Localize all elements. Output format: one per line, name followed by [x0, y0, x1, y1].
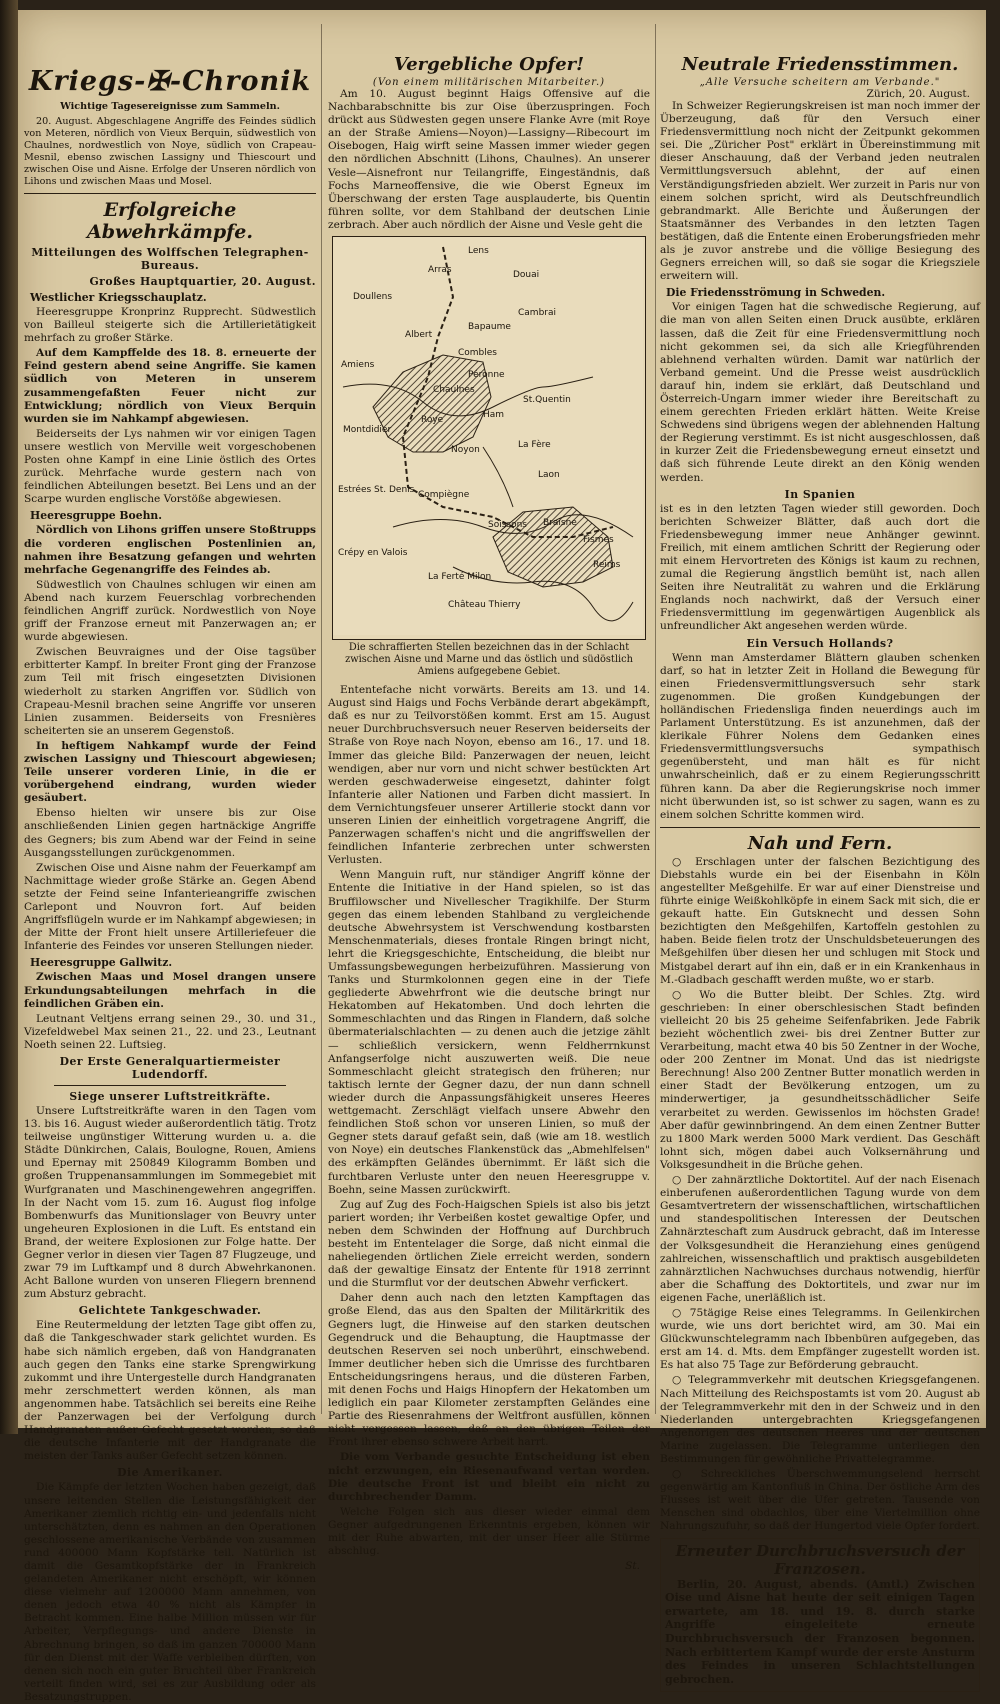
map-label: Fismes — [583, 535, 614, 546]
map-label: Lens — [468, 246, 489, 257]
paragraph: In heftigem Nahkampf wurde der Feind zwischen Lassigny und Thiescourt abgewiesen; Teile unserer vorderen Linie, in die er vorübergehend eindrang, wurden wieder gesäubert. — [24, 739, 316, 805]
map-label: La Fère — [518, 440, 551, 451]
hq-dateline: Großes Hauptquartier, 20. August. — [89, 275, 316, 288]
news-item: ○ Schreckliches Überschwemmungselend herrscht gegenwärtig am Kantonfluß in China. Der östliche Arm des Flusses ist weit über die Ufer getreten. Tausende von Menschen sind obdachlos, über eine Viertelmillion ohne Nahrungszufuhr, so daß der Hungertod viele Opfer fordert. — [660, 1468, 980, 1533]
masthead-title: Kriegs-✠-Chronik — [28, 66, 312, 97]
column-middle — [328, 10, 650, 1573]
map-label: Reims — [593, 560, 621, 571]
paragraph: Zwischen Oise und Aisne nahm der Feuerkampf am Nachmittage wieder große Stärke an. Gegen Abend setzte der Feind seine Infanterieangriffe zwischen Carlepont und Nouvron fort. Auf beiden Angriffsflügeln wurde er im Nahkampf abgewiesen; in der Mitte der Front hielt unsere Artilleriefeuer die Infanterie des Feindes vor unseren Stellungen nieder. — [24, 861, 316, 953]
section-holland: Ein Versuch Hollands? — [746, 636, 894, 650]
section-siege: Siege unserer Luftstreitkräfte. — [69, 1089, 271, 1103]
divider — [54, 1085, 286, 1086]
binding-edge — [0, 0, 18, 1434]
article-heading: Neutrale Friedensstimmen. — [681, 54, 959, 75]
newspaper-page — [18, 10, 986, 1703]
paragraph: Heeresgruppe Kronprinz Rupprecht. Südwestlich von Bailleul steigerte sich die Artillerietätigkeit mehrfach zu großer Stärke. — [24, 306, 316, 345]
paragraph: Wenn Manguin ruft, nur ständiger Angriff könne der Entente die Initiative in der Hand spielen, so ist das Bruffilowscher und Nivellescher Tragikhilfe. Der Sturm gegen das einem lebenden Stahlband zu vergleichende deutsche Abwehrsystem ist Verschwendung kostbarsten Menschenmaterials, dieses frontale Ringen bringt nicht, lehrt die Kriegsgeschichte, Entscheidung, die bleibt nur Umfassungsbewegungen herbeizuführen. Massierung von Tanks und Sturmkolonnen gegen eine in der Tiefe gegliederte Abwehrfront wie die deutsche bringt nur Hekatomben auf Hekatomben. Und doch lehrten die Sommeschlachten und das Ringen in Flandern, daß solche übermaterialschlachten — zu denen auch die jetzige zählt — schließlich versickern, wenn Feldherrnkunst Anfangserfolge nicht auszuwerten weiß. Die neue Sommeschlacht gleicht strategisch den früheren; nur taktisch lernte der Gegner dazu, der nun dann schnell wieder durch die Anpassungsfähigkeit unseres Heeres wettgemacht. Zerschlägt vielfach unsere Abwehr den feindlichen Stoß schon vor unseren Linien, so muß der Gegner stets darauf gefaßt sein, daß (wie am 18. westlich von Noye) ein deutsches Flankenstück das „Abmehlfelsen" des erkämpften Geländes übernimmt. Er läßt sich die furchtbaren Verluste unter den neuen Heeresgruppe v. Boehn, seine Massen zurückwirft. — [328, 869, 650, 1196]
chronicle-entry: 20. August. Abgeschlagene Angriffe des Feindes südlich von Meteren, nördlich von Vieux Berquin, südwestlich von Chaulnes, nordwestlich von Noye, südlich von Crapeau-Mesnil, ebenso zwischen Lassigny und Thiescourt und zwischen Oise und Aisne. Erfolge der Unseren nördlich von Lihons und zwischen Maas und Mosel. — [24, 116, 316, 187]
article-heading: Vergebliche Opfer! — [393, 54, 585, 75]
paragraph: Die Kämpfe der letzten Wochen haben gezeigt, daß unsere leitenden Stellen die Leistungsfähigkeit der Amerikaner ziemlich richtig ein- und jedenfalls nicht unterschätzten, denn es nahmen an den Operationen geschlossene amerikanische Verbände von zusammen rund 400000 Mann Kopfstärke teil. Natürlich ist damit die Gesamtkopfstärke der in Frankreich gelandeten Amerikaner nicht erschöpft, wir können diese vielmehr auf 1200000 Mann annehmen, von denen jedoch etwa 40 % nicht als Kämpfer in Betracht kommen. Eine halbe Million müssen wir für Arbeiter, Verpflegungs- und andere Dienste in Abrechnung bringen, so daß im ganzen 700000 Mann für den Dienst mit der Waffe verbleiben dürften, von denen sich noch ein guter Bruchteil über Frankreich verteilt finden wird, sei es zur Ausbildung oder als Besatzungstruppen. — [24, 1481, 316, 1703]
paragraph: Eine Reutermeldung der letzten Tage gibt offen zu, daß die Tankgeschwader stark gelichtet wurden. Es habe sich nämlich ergeben, daß von Handgranaten auch gegen den Tanks eine starke Sprengwirkung zukommt und ihre Untergestelle durch Handgranaten mehr zerschmettert werden können, als man angenommen habe. Tatsächlich sei bereits eine Reihe der Panzerwagen bei der Verfolgung durch Handgranaten außer Gefecht gesetzt worden, so daß die deutsche Infanterie mit der Handgranate die meisten der Tanks außer Gefecht setzen können. — [24, 1319, 316, 1463]
map-svg — [333, 237, 643, 635]
map-label: Chaulnes — [433, 385, 475, 396]
section-heading-nahfern: Nah und Fern. — [747, 832, 893, 854]
section-amerikaner: Die Amerikaner. — [117, 1466, 223, 1480]
paragraph: Vor einigen Tagen hat die schwedische Regierung, auf die man von allen Seiten einen Druck ausübte, erklären lassen, daß die Zeit für eine Friedensvermittlung noch nicht gekommen sei, da sich alle Kriegführenden ablehnend verhalten würden. Damit war natürlich der Verband gemeint. Und die Presse weist ausdrücklich darauf hin, indem sie erklärt, daß Deutschland und Österreich-Ungarn immer wieder ihre Bereitschaft zu einem gerechten Frieden erklärt hätten. Weite Kreise Schwedens sind übrigens wegen der ablehnenden Haltung der Regierung verstimmt. Es ist nicht ausgeschlossen, daß in kurzer Zeit die Friedensbewegung erneut einsetzt und daß sich führende Leute direkt an den König wenden werden. — [660, 301, 980, 484]
paragraph: Zwischen Beuvraignes und der Oise tagsüber erbitterter Kampf. In breiter Front ging der Franzose zum Teil mit frisch eingesetzten Divisionen wiederholt zu starken Angriffen vor. Südlich von Crapeau-Mesnil brachen seine Angriffe vor unseren Linien zusammen. Beiderseits von Fresnières scheiterten sie an unserem Gegenstoß. — [24, 646, 316, 737]
map-label: Combles — [458, 348, 497, 359]
paragraph: Südwestlich von Chaulnes schlugen wir einen am Abend nach kurzem Feuerschlag vorbrechenden feindlichen Angriff zurück. Nordwestlich von Noye griff der Franzose erneut mit Panzerwagen an; er wurde abgewiesen. — [24, 578, 316, 644]
map-label: Braisne — [543, 518, 577, 529]
paragraph: Unsere Luftstreitkräfte waren in den Tagen vom 13. bis 16. August wieder außerordentlich tätig. Trotz teilweise ungünstiger Witterung wurden u. a. die Städte Dünkirchen, Calais, Boulogne, Rouen, Amiens und Epernay mit 250849 Kilogramm Bomben und großen Truppenansammlungen im Sommegebiet mit Wurfgranaten und Maschinengewehren angegriffen. In der Nacht vom 15. zum 16. August flog infolge Bombenwurfs das Munitionslager von Beuvry unter ungeheuren Explosionen in die Luft. Es entstand ein Brand, der weitere Explosionen zur Folge hatte. Der Gegner verlor in diesen vier Tagen 87 Flugzeuge, und zwar 79 im Luftkampf und 8 durch Abwehrkanonen. Acht Ballone wurden von unseren Fliegern brennend zum Absturz gebracht. — [24, 1104, 316, 1301]
map-label: Bapaume — [468, 322, 511, 333]
section-sweden: Die Friedensströmung in Schweden. — [666, 286, 886, 300]
divider — [24, 193, 316, 194]
map-label: Péronne — [468, 370, 505, 381]
map-label: Château Thierry — [448, 600, 521, 611]
paragraph: Ententefache nicht vorwärts. Bereits am 13. und 14. August sind Haigs und Fochs Verbände derart abgekämpft, daß es nur zu Teilvorstößen kommt. Erst am 15. August neuer Durchbruchsversuch neuer Reserven beiderseits der Straße von Roye nach Noyon, ebenso am 16., 17. und 18. Immer das gleiche Bild: Panzerwagen der neuen, leicht wendigen, aber nur vorn und nicht schwer bestückten Art werden geschwaderweise eingesetzt, dahinter folgt Infanterie aller Nationen und Farben dicht massiert. In dem Vernichtungsfeuer unserer Artillerie stockt dann vor unseren Linien der einheitlich vorgetragene Angriff, die Panzerwagen schaffen's nicht und die angriffswellen der feindlichen Infanterie zerbrechen unter schwersten Verlusten. — [328, 684, 650, 867]
news-item: ○ Der zahnärztliche Doktortitel. Auf der nach Eisenach einberufenen außerordentlichen Tagung wurde von dem Gesamtvertretern der wissenschaftlichen, wirtschaftlichen und standespolitischen Interessen der Deutschen Zahnärzteschaft zum Ausdruck gebracht, daß im Interesse der Volksgesundheit die Heranziehung eines genügend zahlreichen, wissenschaftlich und praktisch ausgebildeten zahnärztlichen Nachwuchses durchaus notwendig, hierfür aber die Schaffung des Doktortitels, und zwar nur im eigenen Fache, unerläßlich ist. — [660, 1174, 980, 1304]
map-label: Roye — [421, 415, 444, 426]
map-caption: Die schraffierten Stellen bezeichnen das in der Schlacht zwischen Aisne und Marne und das östlich und südöstlich Amiens aufgegebene Gebiet. — [345, 642, 633, 678]
paragraph: Daher denn auch nach den letzten Kampftagen das große Elend, das aus den Spalten der Militärkritik des Gegners lugt, die Hinweise auf den starken deutschen Gegendruck und die Behauptung, die Hauptmasse der deutschen Reserven sei noch unberührt, einschwebend. Immer deutlicher heben sich die Umrisse des furchtbaren Entscheidungsringens heraus, und die düsteren Farben, mit denen Fochs und Haigs Hinopfern der Hekatomben um lediglich ein paar Kilometer zerstampften Geländes eine Partie des Riesenrahmens der Weltfront ausfüllen, können nicht vergessen lassen, daß an den übrigen Teilen der Front ihrer ebenso schwere Arbeit harrt. — [328, 1292, 650, 1449]
column-right — [660, 10, 980, 1686]
box-text: Berlin, 20. August, abends. (Amtl.) Zwischen Oise und Aisne hat heute der seit einigen Tagen erwartete, am 18. und 19. 8. durch starke Angriffe eingeleitete erneute Durchbruchsversuch der Franzosen begonnen. Nach erbittertem Kampf wurde der erste Ansturm des Feindes in unseren Schlachtstellungen gebrochen. — [665, 1577, 975, 1686]
map-label: Douai — [513, 270, 540, 281]
paragraph: Zwischen Maas und Mosel drangen unsere Erkundungsabteilungen mehrfach in die feindlichen Gräben ein. — [24, 971, 316, 1010]
map-label: La Ferté Milon — [428, 572, 492, 583]
map-label: Ham — [483, 410, 505, 421]
dateline: Zürich, 20. August. — [866, 88, 970, 100]
paragraph: ist es in den letzten Tagen wieder still geworden. Doch berichten Schweizer Blätter, daß auch dort die Friedensbewegung immer neue Anhänger gewinnt. Freilich, mit einem amtlichen Schritt der Regierung oder mit einem Hervortreten des Königs ist kaum zu rechnen, zumal die Regierung ängstlich bemüht ist, nach allen Seiten ihre Neutralität zu wahren und die Erklärung Englands noch nachwirkt, daß der Versuch einer Friedensvermittlung im gegenwärtigen Augenblick als unfreundlicher Akt angesehen werden würde. — [660, 502, 980, 633]
section-boehn: Heeresgruppe Boehn. — [30, 509, 163, 523]
map-label: Compiègne — [418, 490, 470, 501]
box-heading: Erneuter Durchbruchsversuch der Franzosen. — [675, 1541, 965, 1578]
article-heading: Erfolgreiche Abwehrkämpfe. — [86, 199, 254, 243]
paragraph: Ebenso hielten wir unsere bis zur Oise anschließenden Linien gegen hartnäckige Angriffe des Gegners; bis zum Abend war der Feind in seine Ausgangsstellungen zurückgenommen. — [24, 807, 316, 859]
paragraph: Auf dem Kampffelde des 18. 8. erneuerte der Feind gestern abend seine Angriffe. Sie kamen südlich von Meteren in unserem zusammengefaßten Feuer nicht zur Entwicklung; nördlich von Vieux Berquin wurden sie im Nahkampf abgewiesen. — [24, 347, 316, 425]
section-west: Westlicher Kriegsschauplatz. — [30, 291, 207, 304]
section-gallwitz: Heeresgruppe Gallwitz. — [30, 956, 173, 970]
column-rule — [321, 24, 322, 1414]
paragraph: Welche Folgen sich aus dieser wieder einmal dem Gegner aufgedrungenen Erkenntnis ergeben, können wir mit der Ruhe abwarten, mit der unser Heer alle Stürme abschlug. — [328, 1505, 650, 1558]
map-label: Albert — [405, 330, 433, 341]
divider — [660, 827, 980, 828]
byline: (Von einem militärischen Mitarbeiter.) — [372, 77, 606, 88]
news-item: ○ Erschlagen unter der falschen Bezichtigung des Diebstahls wurde ein bei der Eisenbahn in Köln angestellter Meßgehilfe. Er war auf einer Dienstreise und führte einige Weißkohlköpfe in einem Sack mit sich, die er gekauft hatte. Ein Gutsknecht und dessen Sohn bezichtigten den Meßgehilfen, Kartoffeln gestohlen zu haben. Beide fielen trotz der Unschuldsbeteuerungen des Meßgehilfen über diesen her und schlugen mit Stock und Mistgabel derart auf ihn ein, daß er in ein Krankenhaus in M.-Gladbach geschafft werden mußte, wo er starb. — [660, 855, 980, 986]
paragraph: Leutnant Veltjens errang seinen 29., 30. und 31., Vizefeldwebel Max seinen 21., 22. und 23., Leutnant Noeth seinen 22. Luftsieg. — [24, 1012, 316, 1051]
wolff-line: Mitteilungen des Wolffschen Telegraphen-Bureaus. — [31, 246, 309, 272]
map-label: Laon — [538, 470, 560, 481]
signature-ludendorff: Der Erste Generalquartiermeister Ludendorff. — [59, 1054, 281, 1081]
map-label: Doullens — [353, 292, 393, 303]
paragraph: Am 10. August beginnt Haigs Offensive auf die Nachbarabschnitte bis zur Oise überzuspringen. Foch drückt aus Südwesten gegen unsere Flanke Avre (mit Roye an der Straße Amiens—Noyon)—Lassigny—Ribecourt im Oisebogen, Haig wirft seine Massen immer wieder gegen den nördlichen Abschnitt (Lihons, Chaulnes). An unserer Vesle—Aisnefront nur Teilangriffe, Eingeständnis, daß Fochs Marneoffensive, die wie Oberst Egneux im Überschwang der ersten Tage ausplauderte, bis Quentin führen sollte, vor dem Stahlband der deutschen Linie zerbrach. Aber auch nördlich der Aisne und Vesle geht die — [328, 88, 650, 231]
paragraph: Zug auf Zug des Foch-Haigschen Spiels ist also bis jetzt pariert worden; ihr Verbeißen kostet gewaltige Opfer, und neben dem Schwinden der Hoffnung auf Durchbruch besteht im Ententelager die Sorge, daß nicht einmal die naheliegenden örtlichen Ziele erreicht werden, sondern daß der gewaltige Einsatz der Entente für 1918 zerrinnt und die Sturmflut vor der deutschen Abwehr verfickert. — [328, 1198, 650, 1290]
news-item: ○ 75tägige Reise eines Telegramms. In Geilenkirchen wurde, wie uns dort berichtet wird, am 30. Mai ein Glückwunschtelegramm nach Ibbenbüren aufgegeben, das erst am 14. d. Mts. dem Empfänger zugestellt worden ist. Es hat also 75 Tage zur Beförderung gebraucht. — [660, 1306, 980, 1372]
column-rule — [655, 24, 656, 1414]
paragraph: Die vom Verbande gesuchte Entscheidung ist eben nicht erzwungen, ein Riesenaufwand vertan worden. Die deutsche Front ist und bleibt ein nicht zu durchbrechender Damm. — [328, 1451, 650, 1503]
map-label: St.Quentin — [523, 395, 571, 406]
paragraph: Nördlich von Lihons griffen unsere Stoßtrupps die vorderen englischen Postenlinien an, nahmen ihre Besatzung gefangen und wehrten mehrfache Gegenangriffe des Feindes ab. — [24, 524, 316, 576]
paragraph: Wenn man Amsterdamer Blättern glauben schenken darf, so hat in letzter Zeit in Holland die Bewegung für einen Friedensvermittlungsversuch sehr stark zugenommen. Die großen Kundgebungen der holländischen Friedensliga finden neuerdings auch im Parlament Unterstützung. Es ist anzunehmen, daß der klerikale Führer Nolens dem Gedanken eines Friedensvermittlungsversuchs sympathisch gegenübersteht, und man hält es für nicht unwahrscheinlich, daß er zu einem Regierungsschritt führen kann. Da aber die Regierungskrise noch immer nicht überwunden ist, so ist schwer zu sagen, wann es zu einem solchen Schritte kommen wird. — [660, 651, 980, 821]
map-label: Montdidier — [343, 425, 392, 436]
section-spain: In Spanien — [784, 487, 856, 501]
section-tank: Gelichtete Tankgeschwader. — [78, 1304, 262, 1318]
news-item: ○ Wo die Butter bleibt. Der Schles. Ztg. wird geschrieben: In einer oberschlesischen Stadt befinden vielleicht 20 bis 25 geheime Seifenfabriken. Jede Fabrik bezieht wöchentlich zwei- bis drei Zentner Butter zur Verarbeitung, macht etwa 40 bis 50 Zentner in der Woche, oder 200 Zentner im Monat. Und das ist niedrigste Berechnung! Also 200 Zentner Butter monatlich werden in einer Stadt der Bevölkerung entzogen, um zu minderwertiger, ja gesundheitsschädlicher Seife verarbeitet zu werden. Gewissenlos im höchsten Grade! Aber dafür gewinnbringend. An dem einen Zentner Butter zu 1800 Mark werden 5000 Mark verdient. Das Geschäft lohnt sich, mögen dabei auch Volksernährung und Volksgesundheit in die Brüche gehen. — [660, 988, 980, 1171]
quote-line: „Alle Versuche scheitern am Verbande." — [699, 77, 941, 88]
map-label: Soissons — [488, 520, 527, 531]
column-left — [24, 10, 316, 1703]
paragraph: In Schweizer Regierungskreisen ist man noch immer der Überzeugung, daß für den Versuch einer Friedensvermittlung noch nicht der Zeitpunkt gekommen sei. Die „Züricher Post" erklärt in Übereinstimmung mit dieser Anschauung, daß der Verband jeden neutralen Vermittlungsversuch ablehnt, der auf einen Verständigungsfrieden abzielt. Wer zurzeit in Paris nur von einem solchen spricht, wird als Deutschfreundlich gebrandmarkt. Alle Berichte und Äußerungen der Staatsmänner des Verbandes in den letzten Tagen bestätigen, daß die Entente einen Eroberungsfrieden mehr als je zuvor anstrebe und die völlige Besiegung des Gegners erreichen will, so daß sie sogar die Kriegsziele erweitern will. — [660, 100, 980, 283]
author-signature: St. — [625, 1560, 640, 1573]
masthead-subtitle: Wichtige Tagesereignisse zum Sammeln. — [60, 101, 280, 112]
map-label: Arras — [428, 265, 452, 276]
news-item: ○ Telegrammverkehr mit deutschen Kriegsgefangenen. Nach Mitteilung des Reichspostamts ist vom 20. August ab der Telegrammverkehr mit den in der Schweiz und in den Niederlanden untergebrachten Kriegsgefangenen Angehörigen des deutschen Heeres und der deutschen Marine zugelassen. Die Telegramme unterliegen den Bestimmungen für gewöhnliche Privattelegramme. — [660, 1374, 980, 1465]
map-label: Amiens — [341, 360, 375, 371]
paragraph: Beiderseits der Lys nahmen wir vor einigen Tagen unsere westlich von Merville weit vorgeschobenen Posten ohne Kampf in eine Linie östlich des Ortes zurück. Mehrfache wurde gestern nach von feindlichen Abteilungen besetzt. Bei Lens und an der Scarpe wurden englische Vorstöße abgewiesen. — [24, 427, 316, 506]
map-label: Crépy en Valois — [338, 548, 408, 559]
map-label: Noyon — [451, 445, 480, 456]
battle-map — [332, 236, 646, 640]
map-label: Cambrai — [518, 308, 556, 319]
map-label: Estrées St. Denis — [338, 485, 415, 496]
breaking-news-box — [660, 1538, 980, 1693]
